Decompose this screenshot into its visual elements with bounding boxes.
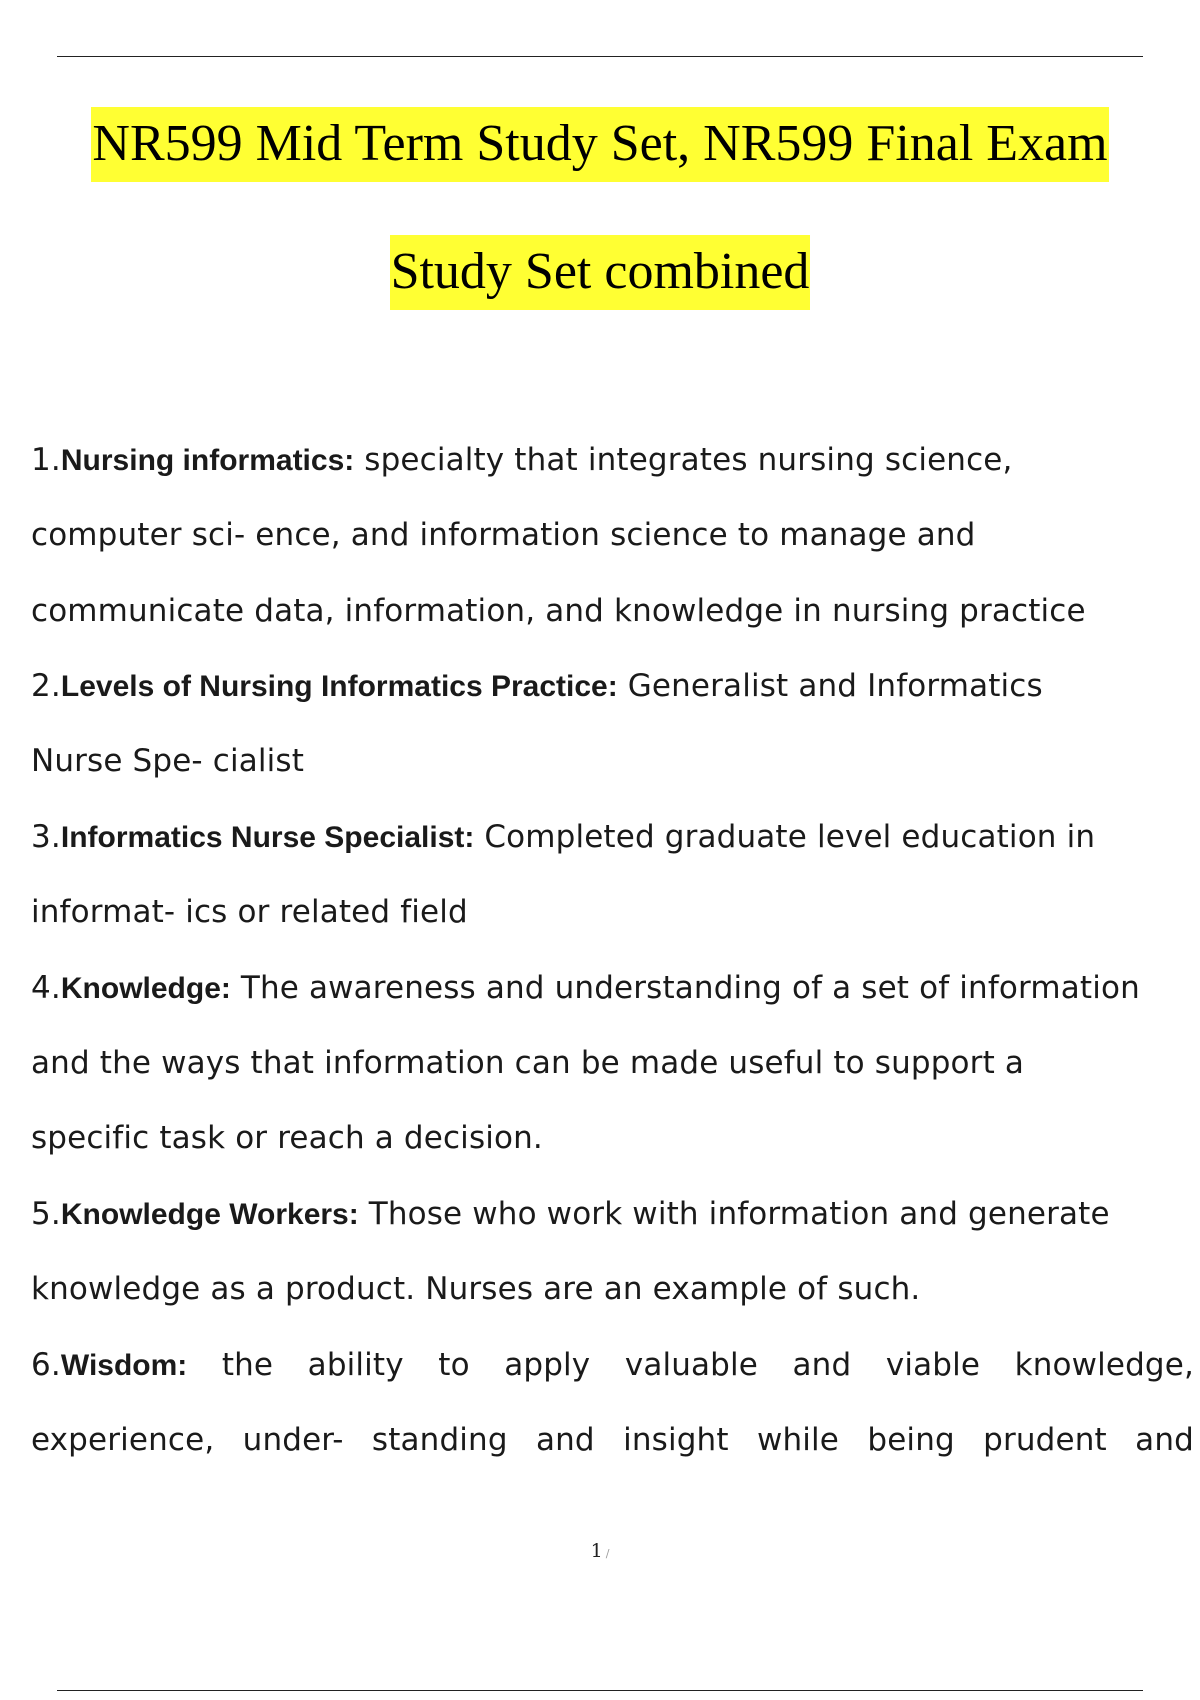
- item-1-line-1: [31, 440, 1194, 481]
- item-4-line-2: and the ways that information can be made useful to support a: [31, 1045, 1025, 1081]
- item-2-line-2: Nurse Spe- cialist: [31, 743, 305, 779]
- word: the: [221, 1347, 274, 1383]
- title-highlight-2: Study Set combined: [390, 235, 811, 310]
- word: and: [1135, 1422, 1194, 1458]
- item-3-line-1: [31, 817, 1194, 858]
- item-4-line-3: specific task or reach a decision.: [31, 1120, 543, 1156]
- word: and: [792, 1347, 852, 1383]
- word: knowledge,: [1014, 1347, 1194, 1383]
- word: standing: [371, 1422, 508, 1458]
- document-title-line-2: [0, 243, 1200, 300]
- item-term: Knowledge:: [60, 972, 231, 1005]
- word: while: [756, 1422, 840, 1458]
- item-4-line-1: [31, 968, 1194, 1009]
- item-lead: [31, 1345, 187, 1386]
- item-5-line-2: knowledge as a product. Nurses are an example of such.: [31, 1271, 921, 1307]
- item-6-line-2: [31, 1420, 1194, 1460]
- word: insight: [623, 1422, 729, 1458]
- document-title-line-1: [0, 115, 1200, 172]
- item-term: Nursing informatics:: [60, 444, 355, 477]
- item-3-line-2: informat- ics or related field: [31, 894, 468, 930]
- item-number: 1.: [31, 442, 61, 478]
- item-definition: Generalist and Informatics: [617, 668, 1043, 704]
- word: prudent: [983, 1422, 1107, 1458]
- item-1-line-3: communicate data, information, and knowledge in nursing practice: [31, 593, 1086, 629]
- word: ability: [307, 1347, 404, 1383]
- item-term: Levels of Nursing Informatics Practice:: [60, 670, 618, 703]
- word: valuable: [624, 1347, 758, 1383]
- item-1-line-2: computer sci- ence, and information science to manage and: [31, 517, 976, 553]
- page-number-slash: /: [605, 1547, 610, 1560]
- word: to: [438, 1347, 470, 1383]
- word: apply: [504, 1347, 591, 1383]
- page-number-value: 1: [590, 1540, 603, 1562]
- item-definition: Completed graduate level education in: [474, 819, 1096, 855]
- word: under-: [242, 1422, 344, 1458]
- item-number: 3.: [31, 819, 61, 855]
- top-rule: [57, 56, 1143, 57]
- title-highlight-1: NR599 Mid Term Study Set, NR599 Final Exam: [91, 107, 1108, 182]
- word: experience,: [31, 1422, 215, 1458]
- item-2-line-1: [31, 666, 1194, 707]
- bottom-rule: [57, 1690, 1143, 1691]
- item-term: Knowledge Workers:: [60, 1198, 359, 1231]
- item-6-line-1: [31, 1345, 1194, 1386]
- word: viable: [885, 1347, 981, 1383]
- item-5-line-1: [31, 1194, 1194, 1235]
- item-definition: Those who work with information and generate: [358, 1196, 1110, 1232]
- page-number: [0, 1540, 1200, 1562]
- word: and: [535, 1422, 595, 1458]
- item-number: 2.: [31, 668, 61, 704]
- item-number: 5.: [31, 1196, 61, 1232]
- word: being: [867, 1422, 955, 1458]
- item-term: Wisdom:: [60, 1349, 188, 1382]
- item-definition: specialty that integrates nursing science,: [354, 442, 1013, 478]
- item-number: 4.: [31, 970, 61, 1006]
- item-definition: The awareness and understanding of a set of information: [230, 970, 1140, 1006]
- item-number: 6.: [31, 1347, 61, 1383]
- item-term: Informatics Nurse Specialist:: [60, 821, 475, 854]
